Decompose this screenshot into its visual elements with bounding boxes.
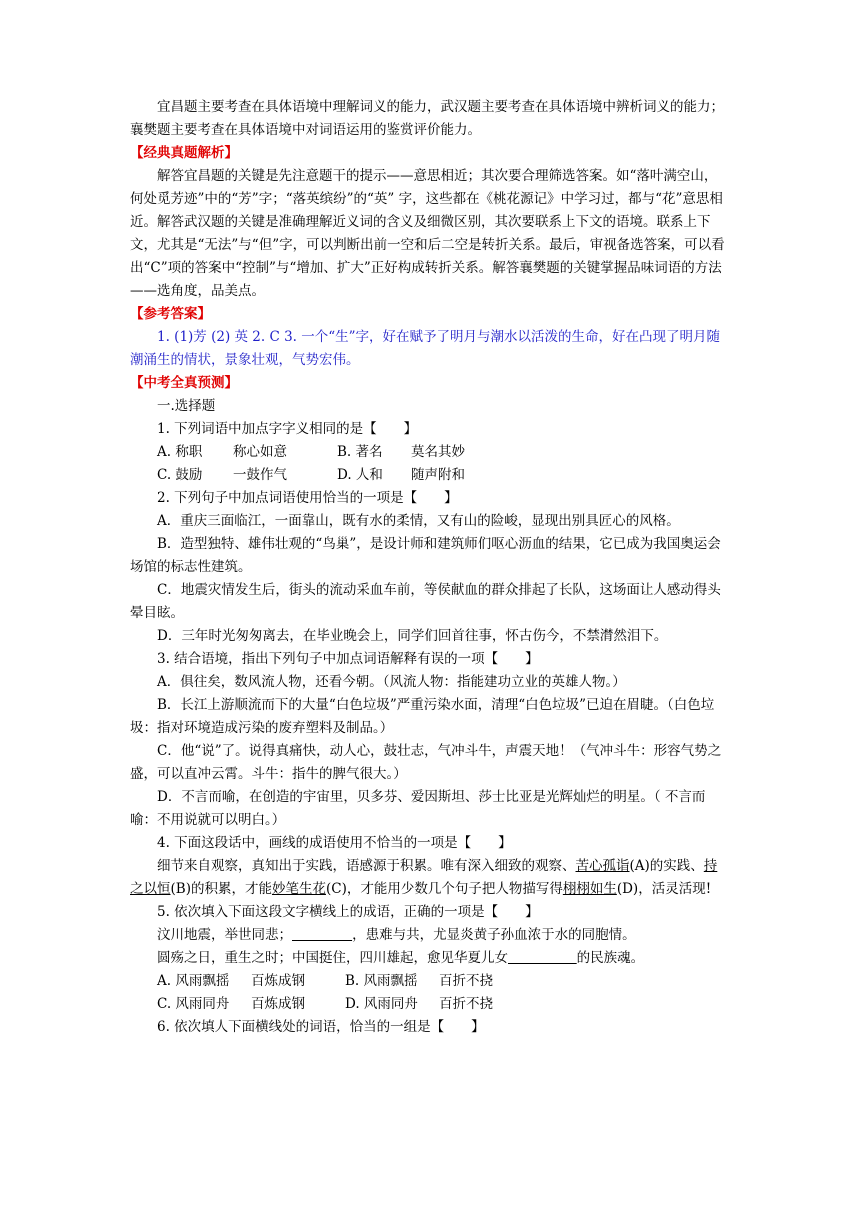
option-a-idiom1: A. 风雨飘摇 xyxy=(157,973,230,989)
underlined-idiom-d: 栩栩如生 xyxy=(562,881,617,897)
option-b-idiom1: B. 风雨飘摇 xyxy=(345,973,418,989)
option-d-word1: D. 人和 xyxy=(337,467,383,483)
option-a-idiom2: 百炼成钢 xyxy=(251,973,305,989)
blank-2 xyxy=(508,950,577,966)
question-1-options-ab xyxy=(130,441,730,464)
answer-paragraph: 1. (1)芳 (2) 英 2. C 3. 一个“生”字，好在赋予了明月与潮水以活泼的生命，好在凸现了明月随潮涌生的情状，景象壮观，气势宏伟。 xyxy=(130,329,721,368)
option-b-idiom2: 百折不挠 xyxy=(439,973,493,989)
section-title-choice: 一.选择题 xyxy=(157,398,216,414)
question-2-stem: 2. 下列句子中加点词语使用恰当的一项是【 】 xyxy=(157,490,458,506)
option-d-idiom2: 百折不挠 xyxy=(439,996,493,1012)
question-5-line-1: 汶川地震，举世同悲； ，患难与共，尤显炎黄子孙血浓于水的同胞情。 xyxy=(157,927,636,943)
question-1-stem: 1. 下列词语中加点字字义相同的是【 】 xyxy=(157,421,418,437)
question-3-option-d: D．不言而喻，在创造的宇宙里，贝多芬、爱因斯坦、莎士比亚是光辉灿烂的明星。（ 不言而喻：不用说就可以明白。） xyxy=(130,789,706,828)
option-c-word2: 一鼓作气 xyxy=(233,467,287,483)
question-6-stem: 6. 依次填人下面横线处的词语，恰当的一组是【 】 xyxy=(157,1019,485,1035)
question-2-option-b: B．造型独特、雄伟壮观的“鸟巢”，是设计师和建筑师们呕心沥血的结果，它已成为我国奥运会场馆的标志性建筑。 xyxy=(130,536,721,575)
option-a-word1: A. 称职 xyxy=(157,444,203,460)
question-2-option-d: D．三年时光匆匆离去，在毕业晚会上，同学们回首往事，怀古伤今，不禁潸然泪下。 xyxy=(157,628,668,644)
section-heading-answer: 【参考答案】 xyxy=(130,306,211,322)
option-c-idiom2: 百炼成钢 xyxy=(251,996,305,1012)
intro-paragraph: 宜昌题主要考查在具体语境中理解词义的能力，武汉题主要考查在具体语境中辨析词义的能力；襄樊题主要考查在具体语境中对词语运用的鉴赏评价能力。 xyxy=(130,99,724,138)
underlined-idiom-a: 苦心孤诣 xyxy=(575,858,630,874)
question-5-options-ab xyxy=(130,970,730,993)
question-3-option-c: C．他“说”了。说得真痛快，动人心，鼓壮志，气冲斗牛，声震天地！（气冲斗牛：形容气势之盛，可以直冲云霄。斗牛：指牛的脾气很大。） xyxy=(130,743,722,782)
option-c-word1: C. 鼓励 xyxy=(157,467,203,483)
question-1-options-cd xyxy=(130,464,730,487)
underlined-idiom-c: 妙笔生花 xyxy=(271,881,326,897)
question-2-option-a: A．重庆三面临江，一面靠山，既有水的柔情，又有山的险峻，显现出别具匠心的风格。 xyxy=(157,513,680,529)
question-5-line-2: 圆殇之日，重生之时；中国挺住，四川雄起，愈见华夏儿女 的民族魂。 xyxy=(157,950,645,966)
section-heading-predict: 【中考全真预测】 xyxy=(130,375,238,391)
option-b-word1: B. 著名 xyxy=(337,444,383,460)
blank-1 xyxy=(292,927,352,943)
question-4-passage: 细节来自观察，真知出于实践，语感源于积累。唯有深入细致的观察、苦心孤诣(A)的实践、持之以恒(B)的积累，才能妙笔生花(C)，才能用少数几个句子把人物描写得栩栩如生(D)，活灵活现! xyxy=(130,858,718,897)
question-2-option-c: C．地震灾情发生后，街头的流动采血车前，等侯献血的群众排起了长队，这场面让人感动得头晕目眩。 xyxy=(130,582,721,621)
underlined-idiom-b: 持之以恒 xyxy=(130,858,718,897)
option-d-word2: 随声附和 xyxy=(411,467,465,483)
option-b-word2: 莫名其妙 xyxy=(411,444,465,460)
option-d-idiom1: D. 风雨同舟 xyxy=(345,996,418,1012)
question-3-option-b: B．长江上游顺流而下的大量“白色垃圾”严重污染水面，清理“白色垃圾”已迫在眉睫。（白色垃圾：指对环境造成污染的废弃塑料及制品。） xyxy=(130,697,715,736)
analysis-paragraph: 解答宜昌题的关键是先注意题干的提示——意思相近；其次要合理筛选答案。如“落叶满空山，何处觅芳迹”中的“芳”字；“落英缤纷”的“英” 字，这些都在《桃花源记》中学习过，都与“花”意思相近。解答武汉题的关键是准确理解近义词的含义及细微区别，其次要联系上下文的语境。联系上下文，尤其是“无法”与“但”字，可以判断出前一空和后二空是转折关系。最后，审视备选答案，可以看出“C”项的答案中“控制”与“增加、扩大”正好构成转折关系。解答襄樊题的关键掌握品味词语的方法——选角度，品美点。 xyxy=(130,168,725,299)
question-3-stem: 3. 结合语境，指出下列句子中加点词语解释有误的一项【 】 xyxy=(157,651,539,667)
document-page xyxy=(130,96,730,1039)
option-a-word2: 称心如意 xyxy=(233,444,287,460)
question-4-stem: 4. 下面这段话中，画线的成语使用不恰当的一项是【 】 xyxy=(157,835,512,851)
question-5-stem: 5. 依次填入下面这段文字横线上的成语，正确的一项是【 】 xyxy=(157,904,539,920)
question-5-options-cd xyxy=(130,993,730,1016)
option-c-idiom1: C. 风雨同舟 xyxy=(157,996,230,1012)
section-heading-analysis: 【经典真题解析】 xyxy=(130,145,238,161)
question-3-option-a: A．俱往矣，数风流人物，还看今朝。（风流人物：指能建功立业的英雄人物。） xyxy=(157,674,626,690)
